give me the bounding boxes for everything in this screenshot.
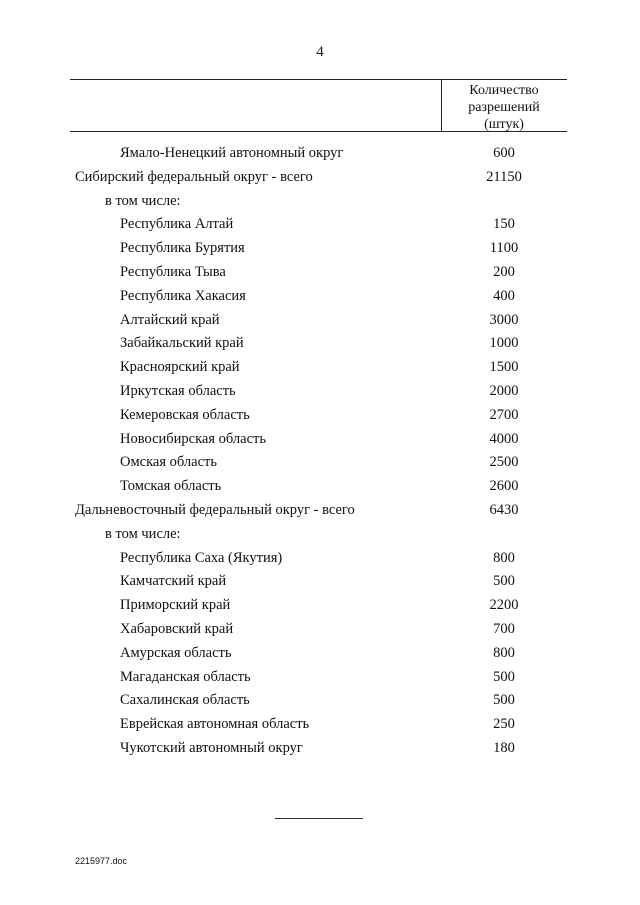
permit-count: 150	[493, 216, 515, 233]
permit-count: 250	[493, 716, 515, 733]
permit-count: 3000	[489, 311, 519, 328]
permit-count: 2500	[489, 454, 519, 471]
region-label: Приморский край	[120, 597, 231, 614]
permit-count: 21150	[486, 168, 522, 185]
table-row	[0, 310, 640, 334]
quantity-header-line1: Количество	[469, 83, 539, 98]
permit-count: 2600	[489, 478, 519, 495]
table-row	[0, 452, 640, 476]
table-row	[0, 500, 640, 524]
region-label: Республика Бурятия	[120, 240, 245, 257]
table-row	[0, 595, 640, 619]
region-label: Чукотский автономный округ	[120, 739, 303, 756]
permit-count: 2200	[489, 597, 519, 614]
region-label: Сахалинская область	[120, 692, 250, 709]
region-label: Дальневосточный федеральный округ - всего	[75, 501, 355, 518]
region-label: Республика Саха (Якутия)	[120, 549, 283, 566]
table-row	[0, 571, 640, 595]
document-id: 2215977.doc	[75, 856, 128, 866]
table-row	[0, 476, 640, 500]
region-label: Томская область	[120, 478, 222, 495]
region-label: Красноярский край	[120, 359, 240, 376]
region-label: Забайкальский край	[120, 335, 244, 352]
table-row	[0, 381, 640, 405]
permit-count: 800	[493, 644, 515, 661]
quantity-header-line3: (штук)	[484, 117, 524, 132]
region-label: Омская область	[120, 454, 217, 471]
table-row	[0, 714, 640, 738]
region-label: Республика Тыва	[120, 263, 226, 280]
table-row	[0, 619, 640, 643]
permit-count: 1500	[489, 359, 519, 376]
region-label: Иркутская область	[120, 382, 236, 399]
permit-count: 400	[493, 287, 515, 304]
region-label: в том числе:	[105, 525, 181, 542]
permit-count: 1000	[489, 335, 519, 352]
page-number: 4	[316, 44, 324, 60]
table-row	[0, 214, 640, 238]
table-row	[0, 167, 640, 191]
permit-count: 600	[493, 145, 515, 161]
table-row	[0, 357, 640, 381]
quantity-column-header	[441, 82, 567, 133]
region-label: Еврейская автономная область	[120, 716, 310, 733]
permit-count: 500	[493, 668, 515, 685]
table-row	[0, 333, 640, 357]
table-row	[0, 238, 640, 262]
table-row	[0, 286, 640, 310]
permit-count: 2000	[489, 382, 519, 399]
region-label: Новосибирская область	[120, 430, 266, 447]
region-label: Амурская область	[120, 644, 232, 661]
table-row	[0, 643, 640, 667]
region-label: Камчатский край	[120, 573, 227, 590]
permit-count: 180	[493, 739, 515, 756]
table-row	[0, 143, 640, 167]
table-row	[0, 191, 640, 215]
table-row	[0, 667, 640, 691]
permit-count: 500	[493, 573, 515, 590]
permit-count: 6430	[489, 501, 519, 518]
table-row	[0, 262, 640, 286]
region-label: Алтайский край	[120, 311, 220, 328]
permit-count: 4000	[489, 430, 519, 447]
permit-count: 800	[493, 549, 515, 566]
region-label: Республика Хакасия	[120, 287, 246, 304]
table-header-bottom-rule	[70, 131, 567, 132]
region-label: в том числе:	[105, 192, 181, 209]
table-row	[0, 524, 640, 548]
quantity-header-line2: разрешений	[468, 100, 540, 115]
permit-count: 200	[493, 263, 515, 280]
permit-count: 700	[493, 620, 515, 637]
end-of-document-rule	[275, 818, 363, 819]
region-label: Магаданская область	[120, 668, 251, 685]
region-label: Республика Алтай	[120, 216, 234, 233]
region-label: Ямало-Ненецкий автономный округ	[120, 145, 344, 161]
table-row	[0, 548, 640, 572]
region-label: Кемеровская область	[120, 406, 250, 423]
permit-count: 2700	[489, 406, 519, 423]
table-row	[0, 690, 640, 714]
table-row	[0, 405, 640, 429]
table-top-rule	[70, 79, 567, 80]
permits-table-body	[0, 143, 640, 762]
table-row	[0, 429, 640, 453]
region-label: Хабаровский край	[120, 620, 234, 637]
permit-count: 1100	[489, 240, 519, 257]
permit-count: 500	[493, 692, 515, 709]
region-label: Сибирский федеральный округ - всего	[75, 168, 313, 185]
table-row	[0, 738, 640, 762]
